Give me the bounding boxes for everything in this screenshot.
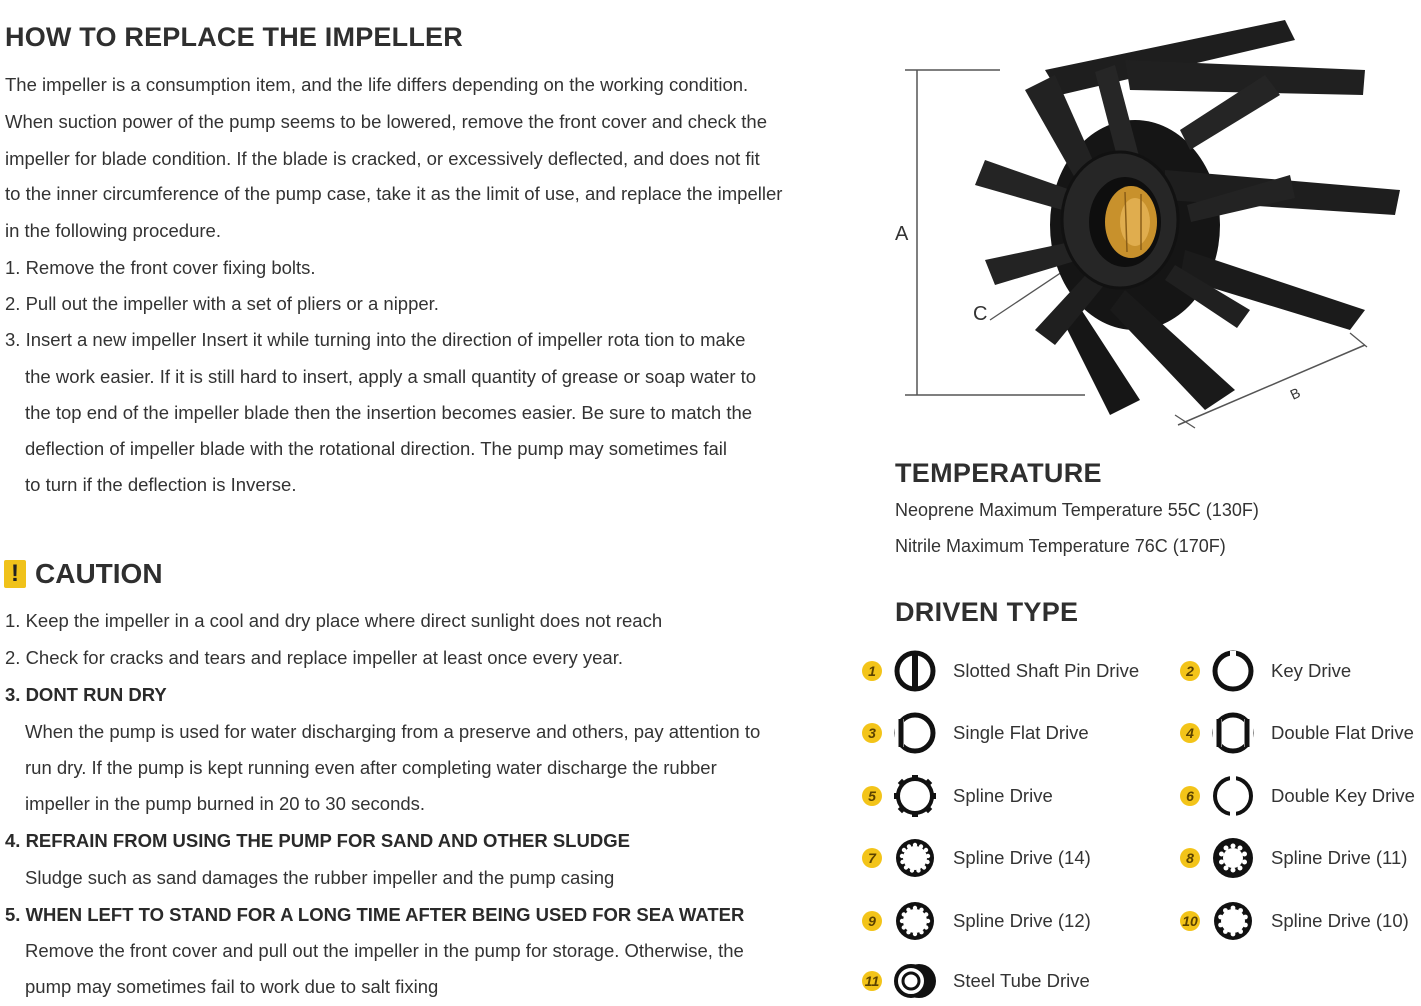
spline-11-icon: [1211, 836, 1255, 880]
drive-item: [1180, 896, 1409, 946]
drive-item: [1180, 771, 1415, 821]
drive-number: 7: [862, 848, 882, 868]
step-3-line: the work easier. If it is still hard to insert, apply a small quantity of grease or soap water to: [25, 366, 757, 387]
drive-label: Slotted Shaft Pin Drive: [953, 660, 1140, 681]
temperature-title: TEMPERATURE: [895, 458, 1102, 488]
caution-item-4-line: Sludge such as sand damages the rubber impeller and the pump casing: [25, 867, 615, 888]
slotted-shaft-pin-icon: [893, 649, 937, 693]
drive-label: Spline Drive (10): [1271, 910, 1409, 931]
double-key-icon: [1211, 774, 1255, 818]
spline-12-icon: [893, 899, 937, 943]
drive-number: 5: [862, 786, 882, 806]
drive-item: [1180, 833, 1407, 883]
intro-line: When suction power of the pump seems to be lowered, remove the front cover and check the: [5, 111, 767, 132]
step-3: 3. Insert a new impeller Insert it while turning into the direction of impeller rota tion to make: [5, 329, 746, 350]
single-flat-icon: [893, 711, 937, 755]
caution-heading: [4, 558, 163, 590]
drive-number: 8: [1180, 848, 1200, 868]
drive-label: Spline Drive (14): [953, 847, 1091, 868]
drive-item: [862, 956, 1090, 1006]
step-3-line: to turn if the deflection is Inverse.: [25, 474, 297, 495]
spline-icon: [893, 774, 937, 818]
drive-number: 3: [862, 723, 882, 743]
caution-item-4-title: 4. REFRAIN FROM USING THE PUMP FOR SAND AND OTHER SLUDGE: [5, 830, 630, 851]
drive-label: Steel Tube Drive: [953, 970, 1090, 991]
drive-number: 1: [862, 661, 882, 681]
impeller-image: [975, 20, 1400, 415]
spline-14-icon: [893, 836, 937, 880]
drive-label: Spline Drive (11): [1271, 847, 1408, 868]
caution-item-5-line: Remove the front cover and pull out the impeller in the pump for storage. Otherwise, the: [25, 940, 744, 961]
drive-item: [862, 708, 1089, 758]
drive-item: [1180, 708, 1414, 758]
drive-item: [1180, 646, 1351, 696]
step-2: 2. Pull out the impeller with a set of pliers or a nipper.: [5, 293, 439, 314]
intro-line: impeller for blade condition. If the blade is cracked, or excessively deflected, and does not fit: [5, 148, 760, 169]
steel-tube-icon: [893, 959, 937, 1003]
drive-label: Double Flat Drive: [1271, 722, 1414, 743]
warning-icon: !: [4, 560, 26, 588]
caution-item-1: 1. Keep the impeller in a cool and dry place where direct sunlight does not reach: [5, 610, 663, 631]
howto-title: HOW TO REPLACE THE IMPELLER: [5, 22, 463, 52]
label-c: C: [973, 303, 988, 325]
step-3-line: the top end of the impeller blade then the insertion becomes easier. Be sure to match the: [25, 402, 753, 423]
drive-label: Double Key Drive: [1271, 785, 1415, 806]
drive-item: [862, 646, 1139, 696]
intro-line: The impeller is a consumption item, and the life differs depending on the working condition.: [5, 74, 749, 95]
drive-number: 6: [1180, 786, 1200, 806]
drive-label: Spline Drive: [953, 785, 1053, 806]
impeller-diagram: [895, 0, 1415, 440]
caution-item-5-title: 5. WHEN LEFT TO STAND FOR A LONG TIME AFTER BEING USED FOR SEA WATER: [5, 904, 745, 925]
caution-item-5-line: pump may sometimes fail to work due to salt fixing: [25, 976, 439, 997]
label-b: B: [1287, 384, 1303, 403]
intro-line: in the following procedure.: [5, 220, 221, 241]
drive-item: [862, 833, 1091, 883]
caution-item-3-line: impeller in the pump burned in 20 to 30 seconds.: [25, 793, 426, 814]
intro-line: to the inner circumference of the pump case, take it as the limit of use, and replace the impeller: [5, 183, 783, 204]
caution-item-3-line: When the pump is used for water discharging from a preserve and others, pay attention to: [25, 721, 761, 742]
drive-number: 10: [1180, 911, 1200, 931]
drive-label: Key Drive: [1271, 660, 1352, 681]
drive-label: Single Flat Drive: [953, 722, 1089, 743]
double-flat-icon: [1211, 711, 1255, 755]
drive-label: Spline Drive (12): [953, 910, 1091, 931]
label-a: A: [895, 223, 909, 245]
neoprene-temperature: Neoprene Maximum Temperature 55C (130F): [895, 500, 1259, 520]
drive-number: 2: [1180, 661, 1200, 681]
spline-10-icon: [1211, 899, 1255, 943]
drive-item: [862, 771, 1053, 821]
caution-title: CAUTION: [35, 558, 163, 589]
caution-item-3-line: run dry. If the pump is kept running even after completing water discharge the rubber: [25, 757, 717, 778]
caution-item-2: 2. Check for cracks and tears and replace impeller at least once every year.: [5, 647, 623, 668]
step-1: 1. Remove the front cover fixing bolts.: [5, 257, 316, 278]
step-3-line: deflection of impeller blade with the rotational direction. The pump may sometimes fail: [25, 438, 727, 459]
drive-item: [862, 896, 1091, 946]
nitrile-temperature: Nitrile Maximum Temperature 76C (170F): [895, 536, 1226, 556]
drive-number: 4: [1180, 723, 1200, 743]
caution-item-3-title: 3. DONT RUN DRY: [5, 684, 167, 705]
drive-number: 11: [862, 971, 882, 991]
drive-number: 9: [862, 911, 882, 931]
key-drive-icon: [1211, 649, 1255, 693]
driven-type-title: DRIVEN TYPE: [895, 597, 1079, 627]
